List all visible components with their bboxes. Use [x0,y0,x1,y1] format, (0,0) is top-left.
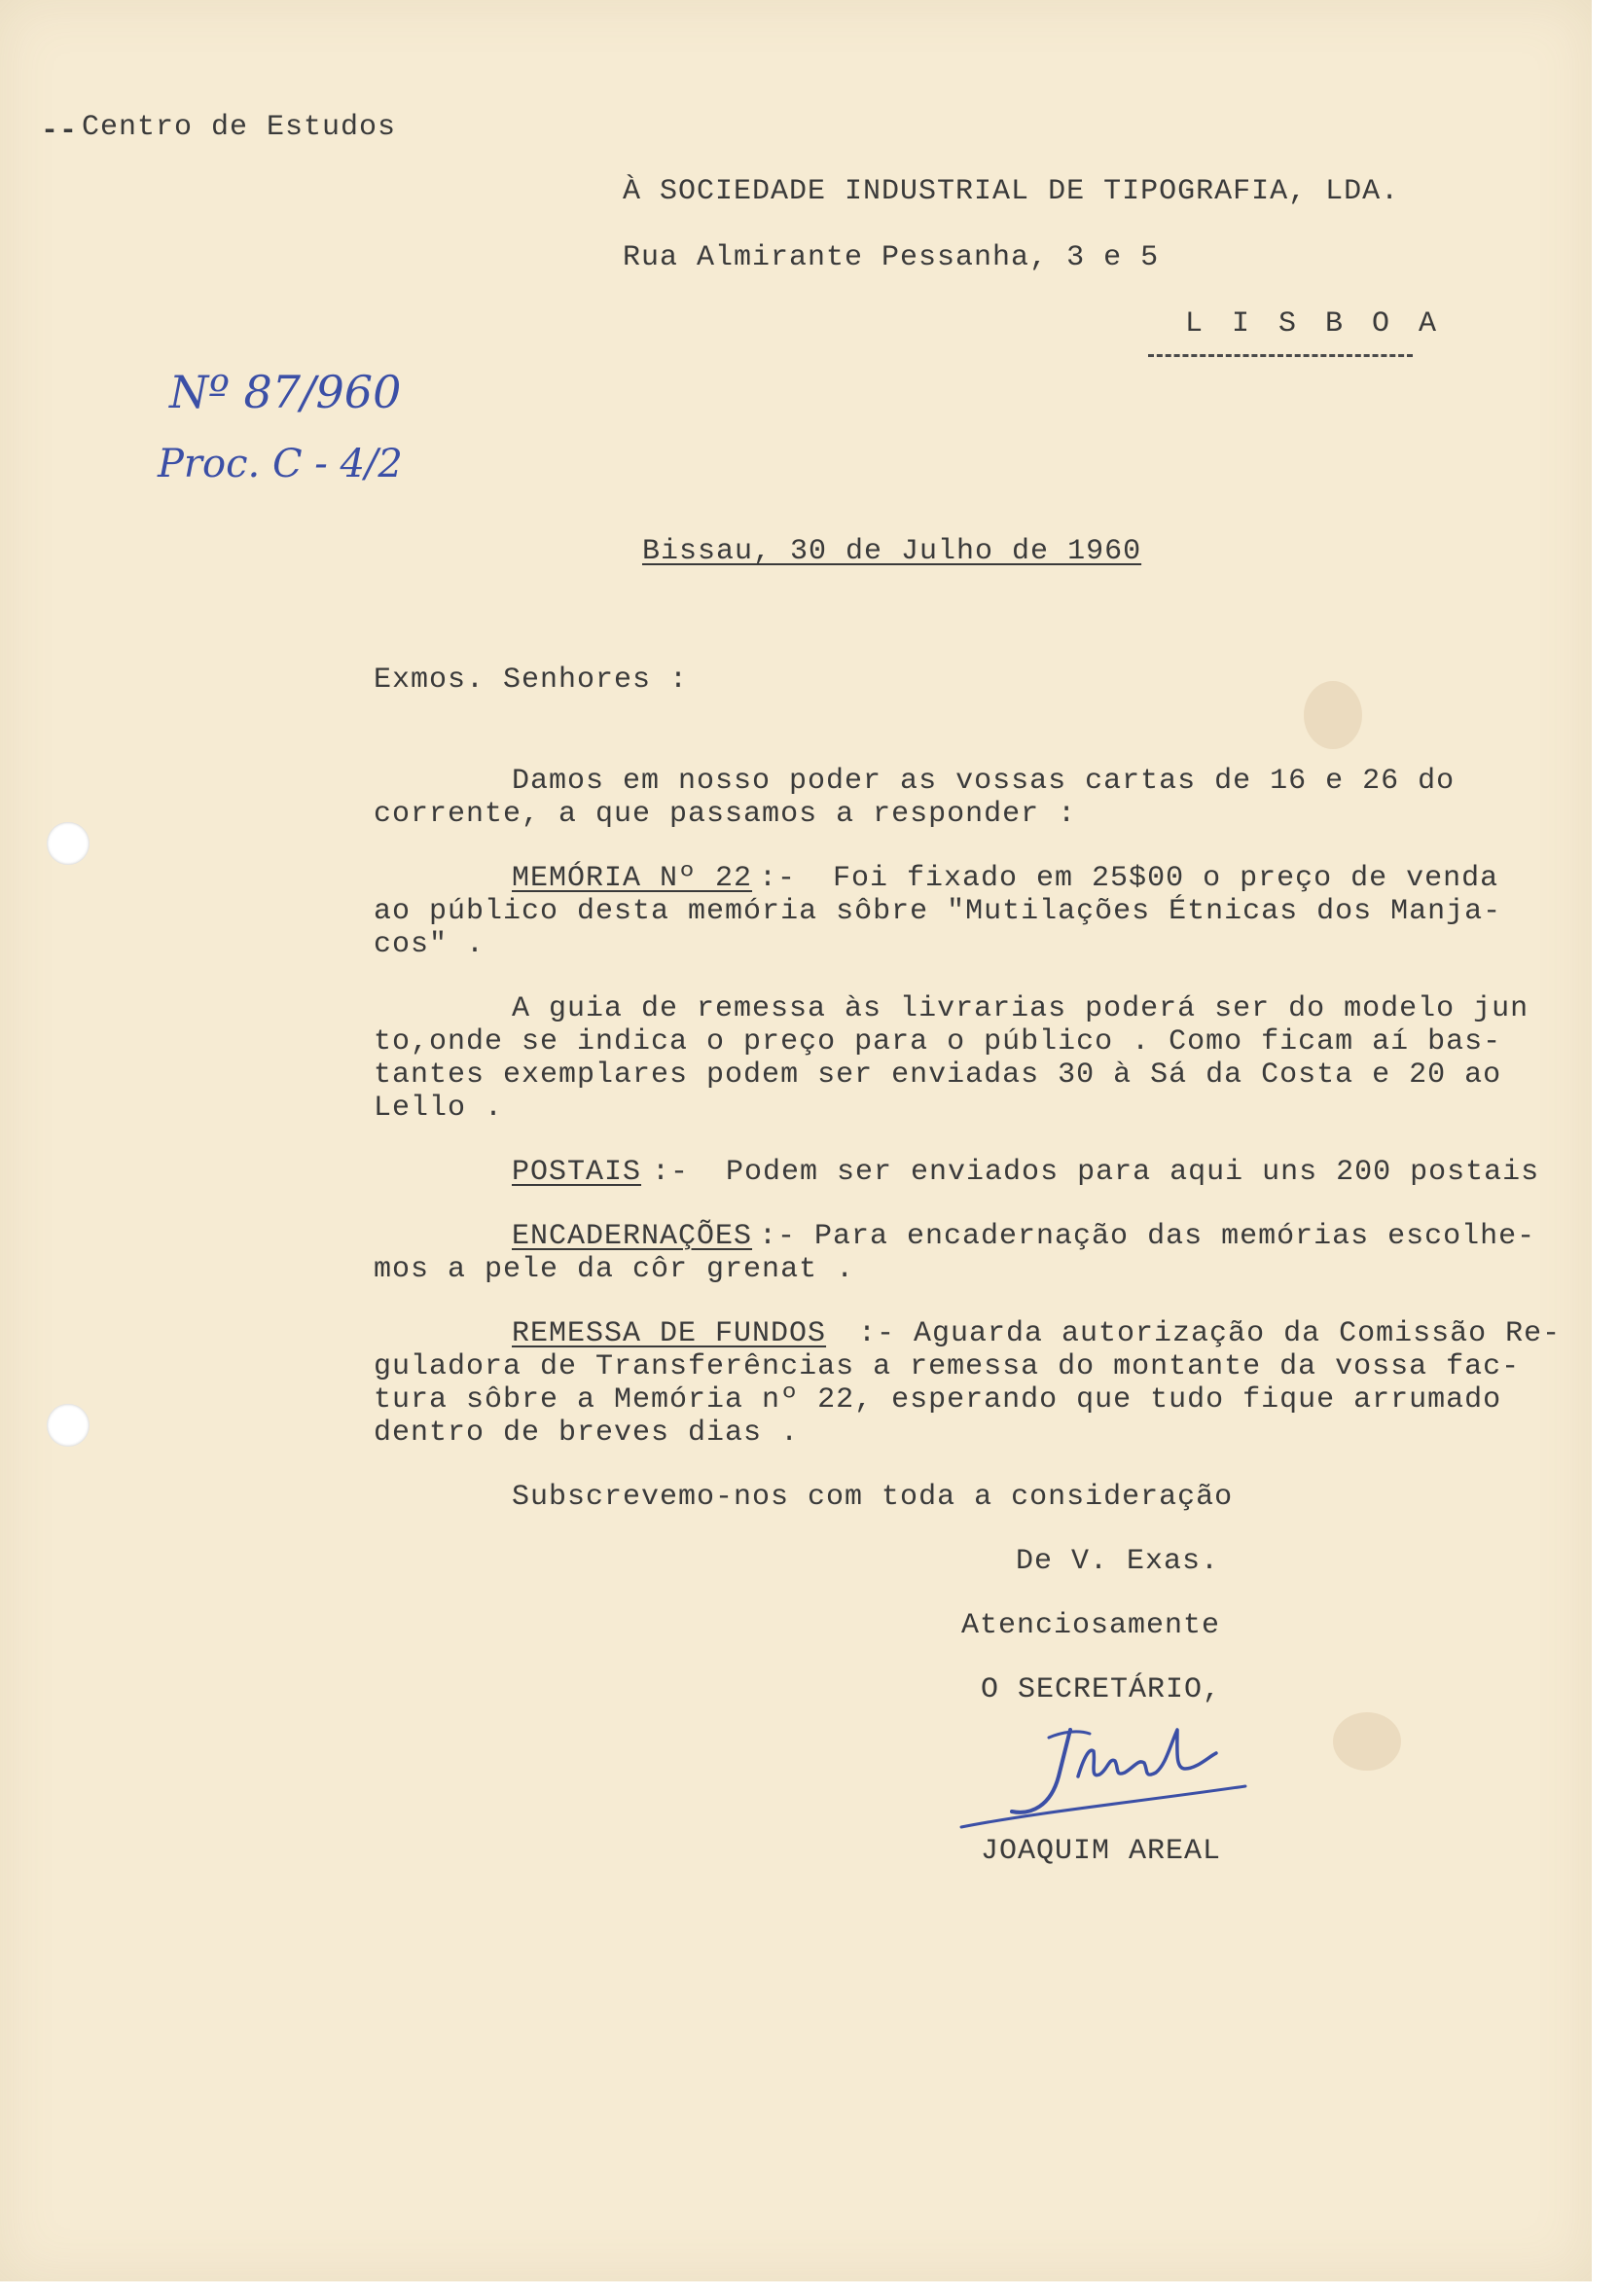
paper-stain [1304,681,1362,749]
signoff-title: O SECRETÁRIO, [981,1673,1222,1706]
guia-line-4: Lello . [374,1092,504,1125]
guia-line-3: tantes exemplares podem ser enviadas 30 à Sá da Costa e 20 ao [374,1058,1502,1092]
remessa-line-1: :- Aguarda autorização da Comissão Re- [840,1317,1562,1350]
handwritten-signature [953,1718,1275,1845]
guia-line-1: A guia de remessa às livrarias poderá ser do modelo jun [512,992,1529,1025]
memoria-line-1: :- Foi fixado em 25$00 o preço de venda [740,862,1499,895]
signoff-line-1: De V. Exas. [1016,1545,1220,1578]
recipient-name: À SOCIEDADE INDUSTRIAL DE TIPOGRAFIA, LDA. [623,175,1400,208]
signoff-line-2: Atenciosamente [961,1609,1221,1642]
punch-hole-bottom [47,1404,90,1447]
remessa-line-4: dentro de breves dias . [374,1417,800,1450]
city-underline [1148,354,1413,357]
paragraph-1-line-1: Damos em nosso poder as vossas cartas de 16 e 26 do [512,765,1456,798]
guia-line-2: to,onde se indica o preço para o público . Como ficam aí bas- [374,1025,1502,1058]
postais-heading: POSTAIS [512,1156,642,1189]
remessa-line-3: tura sôbre a Memória nº 22, esperando que tudo fique arrumado [374,1383,1502,1417]
punch-hole-top [47,822,90,865]
remessa-heading: REMESSA DE FUNDOS [512,1317,827,1350]
salutation: Exmos. Senhores : [374,664,689,697]
scan-margin-bottom [0,2281,1619,2296]
recipient-city: L I S B O A [1185,307,1443,341]
recipient-street: Rua Almirante Pessanha, 3 e 5 [623,241,1160,274]
closing-line: Subscrevemo-nos com toda a consideração [512,1481,1234,1514]
scan-margin-right [1592,0,1619,2296]
paragraph-1-line-2: corrente, a que passamos a responder : [374,798,1077,831]
handwritten-number: Nº 87/960 [169,366,402,418]
postais-line: :- Podem ser enviados para aqui uns 200 postais [633,1156,1540,1189]
memoria-line-2: ao público desta memória sôbre "Mutilações Étnicas dos Manja- [374,895,1502,928]
encadernacoes-line-1: :- Para encadernação das memórias escolhe- [740,1220,1536,1253]
remessa-line-2: guladora de Transferências a remessa do montante da vossa fac- [374,1350,1521,1383]
memoria-line-3: cos" . [374,928,486,961]
letter-date: Bissau, 30 de Julho de 1960 [642,535,1142,568]
encadernacoes-heading: ENCADERNAÇÕES [512,1220,753,1253]
paper-stain [1333,1712,1401,1771]
encadernacoes-line-2: mos a pele da côr grenat . [374,1253,855,1286]
memoria-heading: MEMÓRIA Nº 22 [512,862,753,895]
signatory-name: JOAQUIM AREAL [981,1835,1222,1868]
letterhead-prefix: -- [41,115,79,148]
letterhead-org: Centro de Estudos [82,111,397,144]
handwritten-process: Proc. C - 4/2 [158,442,403,486]
